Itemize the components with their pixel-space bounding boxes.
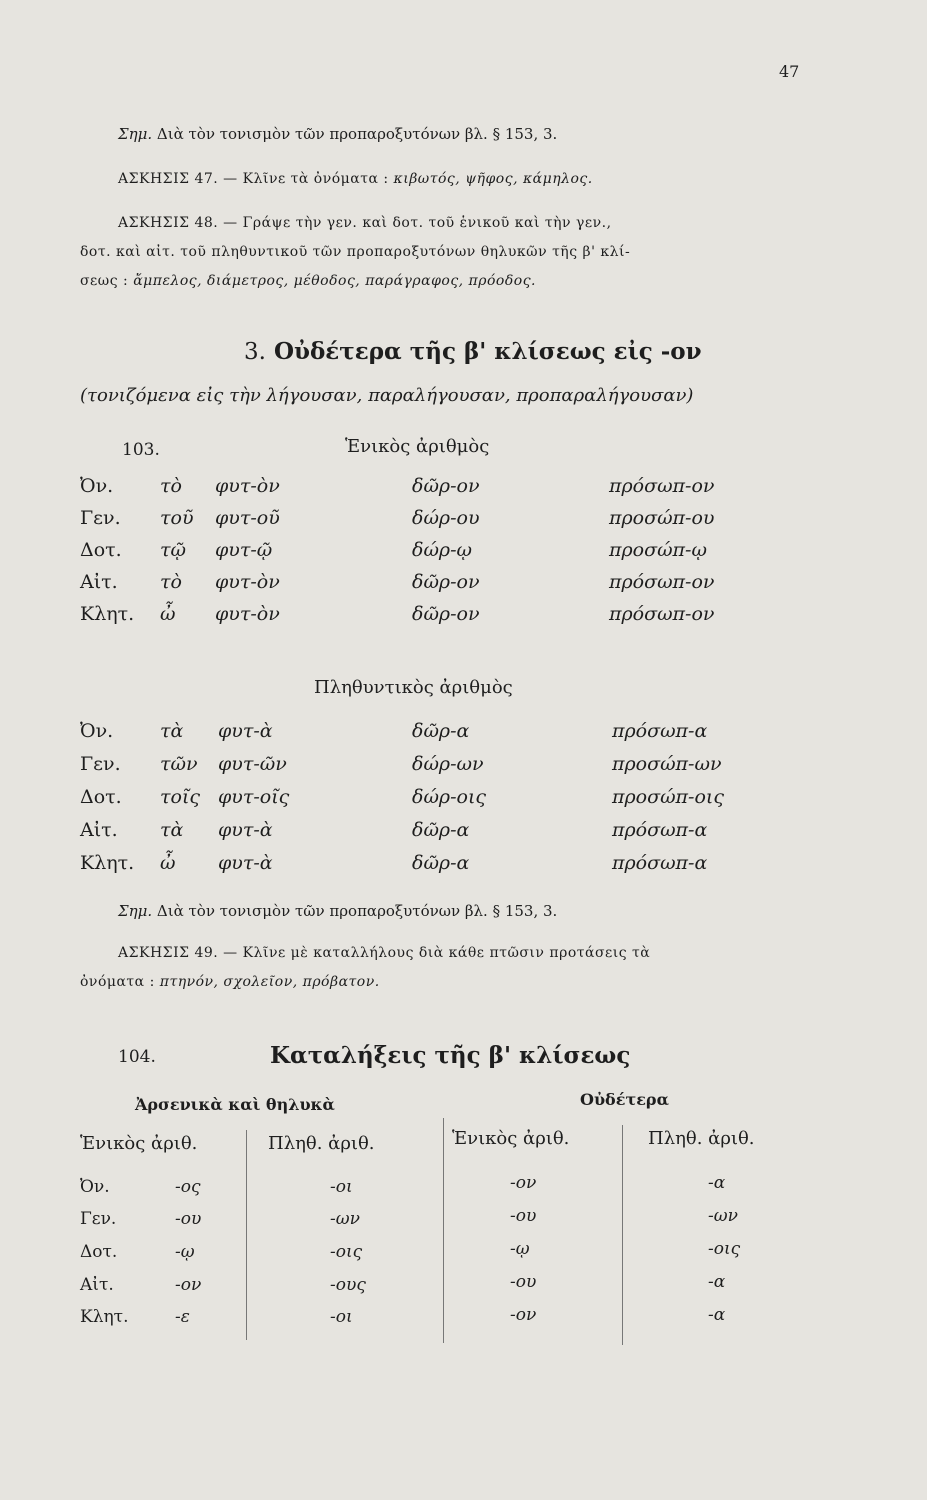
doro-form: δῶρ-α — [412, 720, 470, 742]
phyto-form: φυτ-ὸν — [215, 571, 280, 593]
ending-mf-plural: -ους — [330, 1275, 366, 1295]
prosopo-form: προσώπ-οις — [612, 786, 724, 808]
ending-mf-singular: -ῳ — [175, 1242, 195, 1262]
phyto-form: φυτ-ὸν — [215, 603, 280, 625]
phyto-form: φυτ-ὸν — [215, 475, 280, 497]
case-label: Αἰτ. — [80, 571, 118, 593]
section-title-text: Οὐδέτερα τῆς β' κλίσεως εἰς -ον — [273, 338, 702, 365]
column-divider — [246, 1130, 247, 1340]
phyto-form: φυτ-ὰ — [218, 852, 273, 874]
ending-n-plural: -α — [708, 1305, 726, 1325]
doro-form: δῶρ-ον — [412, 475, 480, 497]
doro-form: δώρ-ων — [412, 753, 484, 775]
exercise-48-line-3 — [80, 273, 536, 289]
group-neuter: Οὐδέτερα — [580, 1090, 669, 1109]
exercise-48-line-2: δοτ. καὶ αἰτ. τοῦ πληθυντικοῦ τῶν προπαροξυτόνων θηλυκῶν τῆς β' κλί- — [80, 244, 631, 260]
case-label: Ὀν. — [80, 720, 114, 742]
article: τὸ — [160, 475, 182, 497]
ending-n-singular: -ον — [510, 1305, 537, 1325]
exercise-49-line-2 — [80, 974, 380, 990]
doro-form: δῶρ-α — [412, 852, 470, 874]
ending-n-singular: -ον — [510, 1173, 537, 1193]
exercise-47-words: κιβωτός, ψῆφος, κάμηλος. — [393, 171, 593, 187]
ending-mf-singular: -ον — [175, 1275, 202, 1295]
ending-mf-plural: -οι — [330, 1177, 353, 1197]
group-masc-fem: Ἀρσενικὰ καὶ θηλυκὰ — [135, 1095, 335, 1114]
ending-mf-plural: -οις — [330, 1242, 363, 1262]
singular-heading: Ἑνικὸς ἀριθμὸς — [345, 436, 490, 457]
endings-title: Καταλήξεις τῆς β' κλίσεως — [270, 1042, 631, 1069]
header-mf-plural: Πληθ. ἀριθ. — [268, 1133, 375, 1154]
header-n-singular: Ἑνικὸς ἀριθ. — [452, 1128, 570, 1149]
ending-n-plural: -ων — [708, 1206, 738, 1226]
exercise-48-words: ἄμπελος, διάμετρος, μέθοδος, παράγραφος, πρόοδος. — [133, 273, 536, 289]
exercise-49-line-2-label: ὀνόματα : — [80, 974, 155, 990]
article: ὦ — [160, 852, 176, 874]
section-number: 3. — [244, 339, 266, 365]
exercise-48-line-3-label: σεως : — [80, 273, 129, 289]
exercise-49-line-1: ΑΣΚΗΣΙΣ 49. — Κλῖνε μὲ καταλλήλους διὰ κάθε πτῶσιν προτάσεις τὰ — [118, 945, 651, 961]
ending-n-singular: -ου — [510, 1272, 537, 1292]
ending-n-plural: -οις — [708, 1239, 741, 1259]
ending-mf-singular: -ε — [175, 1307, 190, 1327]
prosopo-form: προσώπ-ων — [612, 753, 722, 775]
doro-form: δώρ-ου — [412, 507, 480, 529]
note-2 — [118, 902, 557, 920]
note-1-label: Σημ. — [118, 125, 153, 143]
article: τὰ — [160, 720, 184, 742]
case-label: Κλητ. — [80, 1307, 129, 1327]
note-1 — [118, 125, 557, 143]
phyto-form: φυτ-ὰ — [218, 819, 273, 841]
exercise-48-line-1: ΑΣΚΗΣΙΣ 48. — Γράψε τὴν γεν. καὶ δοτ. τοῦ ἑνικοῦ καὶ τὴν γεν., — [118, 215, 612, 231]
phyto-form: φυτ-οῖς — [218, 786, 290, 808]
case-label: Δοτ. — [80, 786, 122, 808]
section-title — [244, 338, 702, 365]
phyto-form: φυτ-ῶν — [218, 753, 287, 775]
case-label: Κλητ. — [80, 603, 135, 625]
ending-mf-singular: -ος — [175, 1177, 201, 1197]
prosopo-form: πρόσωπ-ον — [609, 571, 715, 593]
article: τὰ — [160, 819, 184, 841]
article: τοῦ — [160, 507, 194, 529]
prosopo-form: προσώπ-ου — [609, 507, 715, 529]
section-subtitle: (τονιζόμενα εἰς τὴν λήγουσαν, παραλήγουσαν, προπαραλήγουσαν) — [80, 385, 694, 406]
ending-n-singular: -ου — [510, 1206, 537, 1226]
article: τὸ — [160, 571, 182, 593]
article: ὦ — [160, 603, 176, 625]
article: τῷ — [160, 539, 187, 561]
prosopo-form: πρόσωπ-ον — [609, 603, 715, 625]
phyto-form: φυτ-ῷ — [215, 539, 273, 561]
prosopo-form: πρόσωπ-α — [612, 819, 708, 841]
note-2-label: Σημ. — [118, 902, 153, 920]
case-label: Γεν. — [80, 753, 121, 775]
doro-form: δῶρ-ον — [412, 571, 480, 593]
case-label: Ὀν. — [80, 475, 114, 497]
note-2-text: Διὰ τὸν τονισμὸν τῶν προπαροξυτόνων βλ. § 153, 3. — [156, 902, 558, 920]
case-label: Κλητ. — [80, 852, 135, 874]
case-label: Δοτ. — [80, 539, 122, 561]
phyto-form: φυτ-οῦ — [215, 507, 280, 529]
doro-form: δῶρ-ον — [412, 603, 480, 625]
doro-form: δώρ-ῳ — [412, 539, 473, 561]
case-label: Ὀν. — [80, 1177, 110, 1197]
case-label: Γεν. — [80, 507, 121, 529]
ending-n-plural: -α — [708, 1173, 726, 1193]
column-divider — [622, 1125, 623, 1345]
ending-mf-plural: -οι — [330, 1307, 353, 1327]
doro-form: δώρ-οις — [412, 786, 487, 808]
case-label: Δοτ. — [80, 1242, 118, 1262]
page-number: 47 — [779, 62, 800, 81]
case-label: Γεν. — [80, 1209, 117, 1229]
header-n-plural: Πληθ. ἀριθ. — [648, 1128, 755, 1149]
paragraph-104-number: 104. — [118, 1047, 156, 1067]
column-divider — [443, 1118, 444, 1343]
article: τῶν — [160, 753, 198, 775]
exercise-47 — [118, 171, 593, 187]
exercise-49-words: πτηνόν, σχολεῖον, πρόβατον. — [159, 974, 380, 990]
prosopo-form: πρόσωπ-α — [612, 720, 708, 742]
article: τοῖς — [160, 786, 201, 808]
paragraph-103-number: 103. — [122, 440, 160, 460]
exercise-47-label: ΑΣΚΗΣΙΣ 47. — Κλῖνε τὰ ὀνόματα : — [118, 171, 389, 187]
ending-mf-plural: -ων — [330, 1209, 360, 1229]
ending-n-singular: -ῳ — [510, 1239, 530, 1259]
prosopo-form: προσώπ-ῳ — [609, 539, 707, 561]
doro-form: δῶρ-α — [412, 819, 470, 841]
case-label: Αἰτ. — [80, 819, 118, 841]
prosopo-form: πρόσωπ-α — [612, 852, 708, 874]
prosopo-form: πρόσωπ-ον — [609, 475, 715, 497]
note-1-text: Διὰ τὸν τονισμὸν τῶν προπαροξυτόνων βλ. § 153, 3. — [156, 125, 558, 143]
ending-mf-singular: -ου — [175, 1209, 202, 1229]
header-mf-singular: Ἑνικὸς ἀριθ. — [80, 1133, 198, 1154]
phyto-form: φυτ-ὰ — [218, 720, 273, 742]
case-label: Αἰτ. — [80, 1275, 114, 1295]
ending-n-plural: -α — [708, 1272, 726, 1292]
plural-heading: Πληθυντικὸς ἀριθμὸς — [314, 677, 513, 698]
